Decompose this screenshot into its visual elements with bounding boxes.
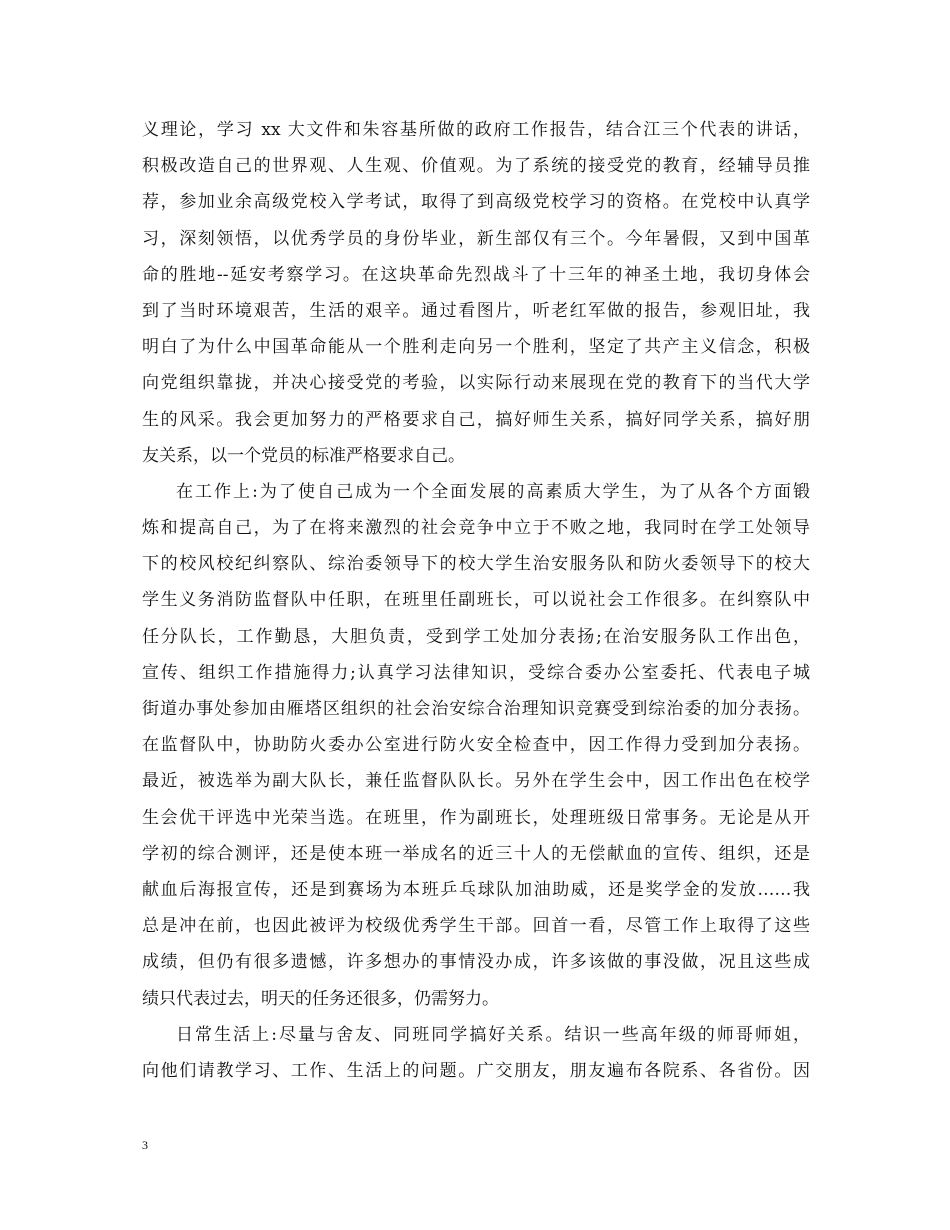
text-line: 向党组织靠拢，并决心接受党的考验，以实际行动来展现在党的教育下的当代大学 (142, 373, 810, 394)
text-line: 学初的综合测评，还是使本班一举成名的近三十人的无偿献血的宣传、组织，还是 (142, 843, 810, 864)
text-line: 在监督队中，协助防火委办公室进行防火安全检查中，因工作得力受到加分表扬。 (142, 735, 810, 756)
text-line: 绩只代表过去，明天的任务还很多，仍需努力。 (142, 988, 499, 1009)
page-number: 3 (142, 1138, 148, 1152)
text-line: 义理论，学习 xx 大文件和朱容基所做的政府工作报告，结合江三个代表的讲话， (142, 120, 810, 140)
text-line: 学生义务消防监督队中任职，在班里任副班长，可以说社会工作很多。在纠察队中 (142, 590, 810, 611)
text-line: 向他们请教学习、工作、生活上的问题。广交朋友，朋友遍布各院系、各省份。因 (142, 1060, 810, 1081)
text-line: 命的胜地--延安考察学习。在这块革命先烈战斗了十三年的神圣土地，我切身体会 (142, 264, 810, 285)
text-line: 下的校风校纪纠察队、综治委领导下的校大学生治安服务队和防火委领导下的校大 (142, 554, 810, 575)
paragraph-start-line: 日常生活上:尽量与舍友、同班同学搞好关系。结识一些高年级的师哥师姐， (176, 1024, 810, 1045)
text-line: 炼和提高自己，为了在将来激烈的社会竞争中立于不败之地，我同时在学工处领导 (142, 518, 810, 539)
text-line: 荐，参加业余高级党校入学考试，取得了到高级党校学习的资格。在党校中认真学 (142, 192, 810, 213)
text-line: 献血后海报宣传，还是到赛场为本班乒乓球队加油助威，还是奖学金的发放……我 (142, 879, 810, 900)
text-line: 生会优干评选中光荣当选。在班里，作为副班长，处理班级日常事务。无论是从开 (142, 807, 810, 828)
document-body (142, 112, 810, 1089)
text-line: 最近，被选举为副大队长，兼任监督队队长。另外在学生会中，因工作出色在校学 (142, 771, 810, 792)
text-line: 明白了为什么中国革命能从一个胜利走向另一个胜利，坚定了共产主义信念，积极 (142, 337, 810, 358)
text-line: 任分队长，工作勤恳，大胆负责，受到学工处加分表扬;在治安服务队工作出色， (142, 626, 810, 647)
text-line: 宣传、组织工作措施得力;认真学习法律知识，受综合委办公室委托、代表电子城 (142, 662, 810, 683)
text-line: 到了当时环境艰苦，生活的艰辛。通过看图片，听老红军做的报告，参观旧址，我 (142, 300, 810, 321)
text-line: 友关系，以一个党员的标准严格要求自己。 (142, 445, 465, 466)
text-line: 成绩，但仍有很多遗憾，许多想办的事情没办成，许多该做的事没做，况且这些成 (142, 952, 810, 973)
text-line: 积极改造自己的世界观、人生观、价值观。为了系统的接受党的教育，经辅导员推 (142, 156, 810, 177)
paragraph-start-line: 在工作上:为了使自己成为一个全面发展的高素质大学生，为了从各个方面锻 (176, 481, 810, 502)
text-line: 总是冲在前，也因此被评为校级优秀学生干部。回首一看，尽管工作上取得了这些 (142, 916, 810, 937)
text-line: 习，深刻领悟，以优秀学员的身份毕业，新生部仅有三个。今年暑假，又到中国革 (142, 228, 810, 249)
text-line: 生的风采。我会更加努力的严格要求自己，搞好师生关系，搞好同学关系，搞好朋 (142, 409, 810, 430)
text-line: 街道办事处参加由雁塔区组织的社会治安综合治理知识竞赛受到综治委的加分表扬。 (142, 699, 810, 719)
